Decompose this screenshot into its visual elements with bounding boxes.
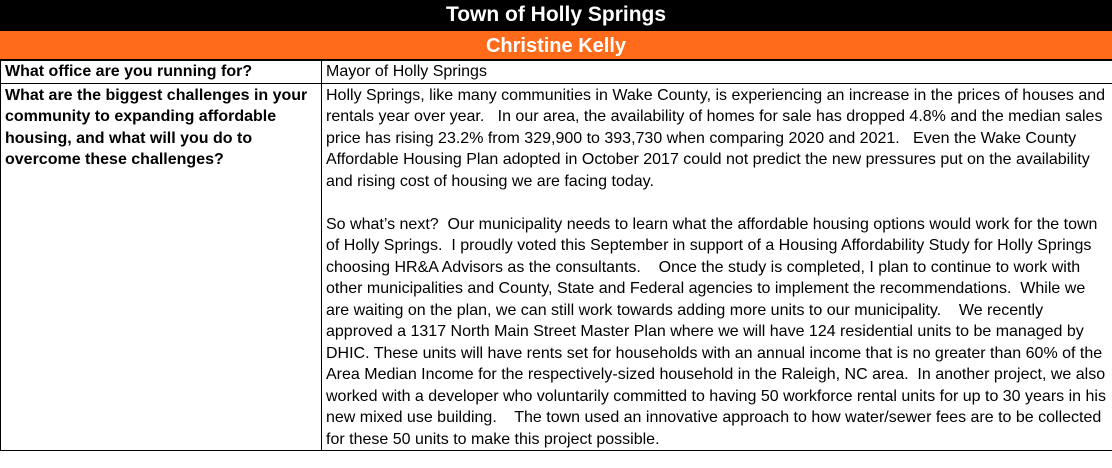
answer-text: Mayor of Holly Springs [326, 63, 487, 80]
question-cell[interactable]: What are the biggest challenges in your community to expanding affordable housing, and what will you do to overcome these challenges? [1, 83, 322, 451]
answer-cell[interactable] [322, 61, 1112, 84]
paragraph-spacer [326, 192, 1109, 214]
town-title: Town of Holly Springs [0, 0, 1112, 30]
table-row [1, 61, 1112, 84]
questionnaire-table [0, 60, 1112, 451]
candidate-name: Christine Kelly [0, 30, 1112, 60]
table-row [1, 83, 1112, 451]
question-cell[interactable]: What office are you running for? [1, 61, 322, 84]
answer-paragraph-1: Holly Springs, like many communities in Wake County, is experiencing an increase in the prices of houses and rentals year over year. In our area, the availability of homes for sale has dropped 4.8% and the median sales price has rising 23.2% from 329,900 to 393,730 when comparing 2020 and 2021. Even the Wake County Affordable Housing Plan adopted in October 2017 could not predict the new pressures put on the availability and rising cost of housing we are facing today. [326, 86, 1110, 190]
answer-paragraph-2: So what’s next? Our municipality needs to learn what the affordable housing options would work for the town of Holly Springs. I proudly voted this September in support of a Housing Affordability Study for Holly Springs choosing HR&A Advisors as the consultants. Once the study is completed, I plan to continue to work with other municipalities and County, State and Federal agencies to implement the recommendations. While we are waiting on the plan, we can still work towards adding more units to our municipality. We recently approved a 1317 North Main Street Master Plan where we will have 124 residential units to be managed by DHIC. These units will have rents set for households with an annual income that is no greater than 60% of the Area Median Income for the respectively-sized household in the Raleigh, NC area. In another project, we also worked with a developer who voluntarily committed to having 50 workforce rental units for up to 30 years in his new mixed use building. The town used an innovative approach to how water/sewer fees are to be collected for these 50 units to make this project possible. [326, 215, 1111, 448]
answer-cell[interactable] [322, 83, 1112, 451]
